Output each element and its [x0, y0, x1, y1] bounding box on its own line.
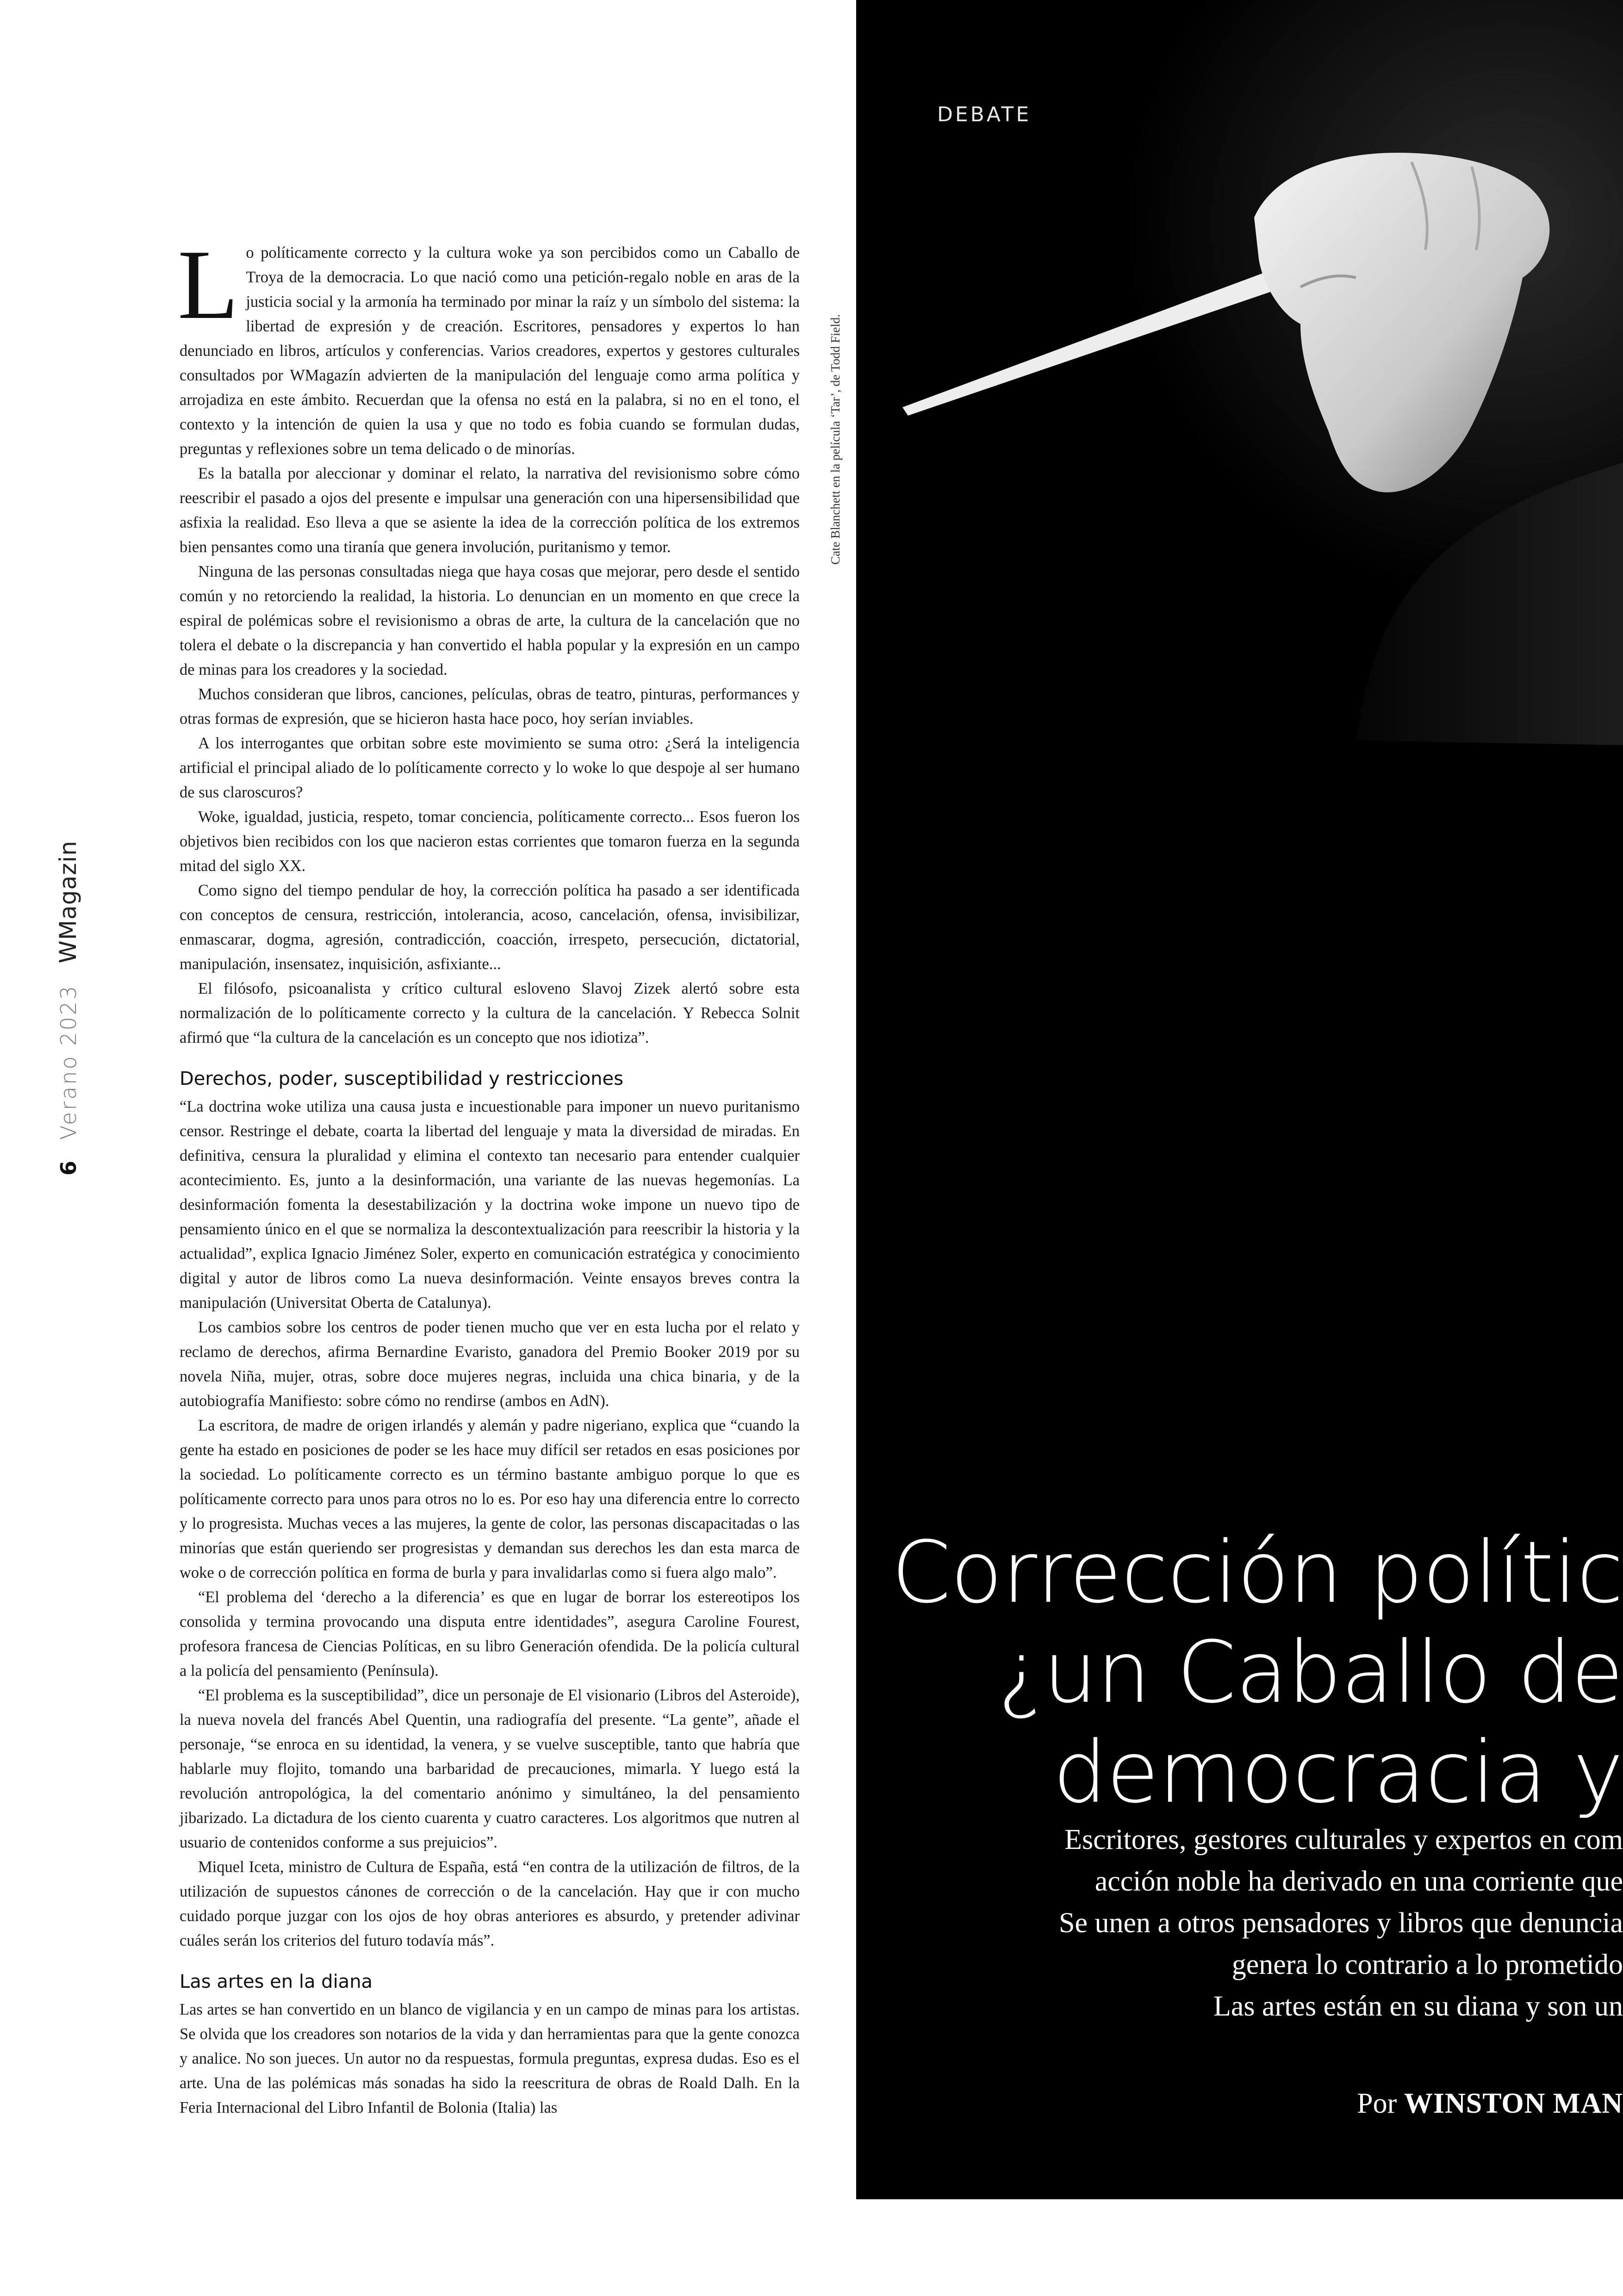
paragraph-intro: L o políticamente correcto y la cultura woke ya son percibidos como un Caballo de Troya de la democracia. Lo que nació como una petición-regalo noble en aras de la justicia social y la armonía ha terminado por minar la raíz y un símbolo del sistema: la libertad de expresión y de creación. Escritores, pensadores y expertos lo han denunciado en libros, artículos y conferencias. Varios creadores, expertos y gestores culturales consultados por WMagazín advierten de la manipulación del lenguaje como arma política y arrojadiza en este ámbito. Recuerdan que la ofensa no está en la palabra, si no en el tono, el contexto y la intención de quien la usa y que no todo es fobia cuando se formulan dudas, preguntas y reflexiones sobre un tema delicado o de minorías. — [178, 229, 800, 458]
paragraph: A los interrogantes que orbitan sobre este movimiento se suma otro: ¿Será la inteligencia artificial el principal aliado de lo políticamente correcto y lo woke lo que despoje al ser humano de sus claroscuros? — [180, 734, 800, 801]
paragraph: El filósofo, psicoanalista y crítico cultural esloveno Slavoj Zizek alertó sobre esta normalización de lo políticamente correcto y la cultura de la cancelación. Y Rebecca Solnit afirmó que “la cultura de la cancelación es un concepto que nos idiotiza”. — [180, 980, 800, 1046]
headline-line: democracia y — [1053, 1723, 1623, 1822]
paragraph: Ninguna de las personas consultadas niega que haya cosas que mejorar, pero desde el sentido común y no retorciendo la realidad, la historia. Lo denuncian en un momento en que crece la espiral de polémicas sobre el revisionismo a obras de arte, la cultura de la cancelación que no tolera el debate o la discrepancia y han convertido el habla popular y la expresión en un campo de minas para los creadores y la sociedad. — [180, 563, 800, 678]
paragraph: Como signo del tiempo pendular de hoy, la corrección política ha pasado a ser identificada con conceptos de censura, restricción, intolerancia, acoso, cancelación, ofensa, invisibilizar, enmascarar, dogma, agresión, contradicción, coacción, irrespeto, persecución, dictatorial, manipulación, insensatez, inquisición, asfixiante... — [180, 882, 800, 973]
deck-line: Las artes están en su diana y son un — [1213, 1991, 1623, 2022]
paragraph: “El problema es la susceptibilidad”, dice un personaje de El visionario (Libros del Asteroide), la nueva novela del francés Abel Quentin, una radiografía del presente. “La gente”, añade el personaje, “se enroca en su identidad, la venera, y se vuelve susceptible, tanto que habría que hablarle muy flojito, tomando una barbaridad de precauciones, mimarla. Y luego está la revolución antropológica, la del comentario anónimo y simultáneo, la del pensamiento jibarizado. La dictadura de los ciento cuarenta y cuatro caracteres. Los algoritmos que nutren al usuario de contenidos conforme a sus prejuicios”. — [180, 1686, 800, 1851]
issue-season: Verano 2023 — [56, 984, 81, 1140]
section-label: DEBATE — [937, 103, 1032, 126]
drop-cap: L — [178, 229, 239, 340]
subheading: Derechos, poder, susceptibilidad y restricciones — [180, 1068, 623, 1089]
deck-line: acción noble ha derivado en una corriente que — [1094, 1866, 1623, 1897]
photo-caption: Cate Blanchett en la película ‘Tar’, de Todd Field. — [828, 314, 842, 565]
paragraph: Miquel Iceta, ministro de Cultura de España, está “en contra de la utilización de filtros, de la utilización de supuestos cánones de corrección o de la cancelación. Hay que ir con mucho cuidado porque juzgar con los ojos de hoy obras anteriores es absurdo, y pretender adivinar cuáles serán los criterios del futuro todavía más”. — [180, 1858, 800, 1949]
deck-line: genera lo contrario a lo prometido — [1231, 1949, 1623, 1980]
paragraph: Woke, igualdad, justicia, respeto, tomar conciencia, políticamente correcto... Esos fueron los objetivos bien recibidos con los que nacieron estas corrientes que tomaron fuerza en la segunda mitad del siglo XX. — [180, 808, 800, 875]
deck-line: Escritores, gestores culturales y expertos en com — [1064, 1824, 1623, 1855]
page-folio — [55, 824, 101, 1176]
paragraph: Las artes se han convertido en un blanco de vigilancia y en un campo de minas para los artistas. Se olvida que los creadores son notarios de la vida y dan herramientas para que la gente conozca y analice. No son jueces. Un autor no da respuestas, formula preguntas, expresa dudas. Eso es el arte. Una de las polémicas más sonadas ha sido la reescritura de obras de Roald Dalh. En la Feria Internacional del Libro Infantil de Bolonia (Italia) las — [180, 2001, 800, 2116]
paragraph: Es la batalla por aleccionar y dominar el relato, la narrativa del revisionismo sobre cómo reescribir el pasado a ojos del presente e impulsar una generación con una hipersensibilidad que asfixia la realidad. Eso lleva a que se asiente la idea de la corrección política de los extremos bien pensantes como una tiranía que genera involución, puritanismo y temor. — [180, 465, 800, 556]
article-headline — [856, 1523, 1623, 1823]
headline-line: Corrección polític — [891, 1523, 1623, 1622]
byline-prefix: Por — [1357, 2088, 1404, 2119]
byline — [856, 2087, 1623, 2120]
deck-line: Se unen a otros pensadores y libros que denuncia — [1058, 1907, 1623, 1939]
magazine-name: WMagazin — [55, 840, 81, 964]
paragraph: “La doctrina woke utiliza una causa justa e incuestionable para imponer un nuevo puritanismo censor. Restringe el debate, coarta la libertad del lenguaje y mata la diversidad de miradas. En definitiva, censura la pluralidad y elimina el contexto tan necesario para entender cualquier acontecimiento. Es, junto a la desinformación, una variante de las nuevas hegemonías. La desinformación fomenta la desestabilización y la doctrina woke impone un nuevo tipo de pensamiento único en el que se normaliza la descontextualización para reescribir la historia y la actualidad”, explica Ignacio Jiménez Soler, experto en comunicación estratégica y conocimiento digital y autor de libros como La nueva desinformación. Veinte ensayos breves contra la manipulación (Universitat Oberta de Catalunya). — [180, 1098, 800, 1312]
paragraph: “El problema del ‘derecho a la diferencia’ es que en lugar de borrar los estereotipos los consolida y termina provocando una disputa entre identidades”, asegura Caroline Fourest, profesora francesa de Ciencias Políticas, en su libro Generación ofendida. De la policía cultural a la policía del pensamiento (Península). — [180, 1588, 800, 1680]
article-body — [178, 229, 800, 2120]
article-deck — [856, 1819, 1623, 2027]
page-number: 6 — [56, 1160, 81, 1176]
paragraph: La escritora, de madre de origen irlandés y alemán y padre nigeriano, explica que “cuando la gente ha estado en posiciones de poder se les hace muy difícil ser retados en esas posiciones por la sociedad. Lo políticamente correcto es un término bastante ambiguo porque lo que es políticamente correcto para unos para otros no lo es. Por eso hay una diferencia entre lo correcto y lo progresista. Muchas veces a las mujeres, la gente de color, las personas discapacitadas o las minorías que están queriendo ser progresistas y demandan sus derechos les dan esta marca de woke o de corrección política en forma de burla y para invalidarlas como si fuera algo malo”. — [180, 1417, 800, 1581]
paragraph: Muchos consideran que libros, canciones, películas, obras de teatro, pinturas, performances y otras formas de expresión, que se hicieron hasta hace poco, hoy serían inviables. — [180, 685, 800, 728]
headline-line: ¿un Caballo de — [998, 1623, 1623, 1722]
feature-panel — [856, 0, 1623, 2199]
subheading: Las artes en la diana — [180, 1971, 373, 1992]
paragraph: Los cambios sobre los centros de poder tienen mucho que ver en esta lucha por el relato y reclamo de derechos, afirma Bernardine Evaristo, ganadora del Premio Booker 2019 por su novela Niña, mujer, otras, sobre doce mujeres negras, incluida una chica binaria, y de la autobiografía Manifiesto: sobre cómo no rendirse (ambos en AdN). — [180, 1319, 800, 1410]
byline-author: WINSTON MAN — [1404, 2088, 1623, 2119]
